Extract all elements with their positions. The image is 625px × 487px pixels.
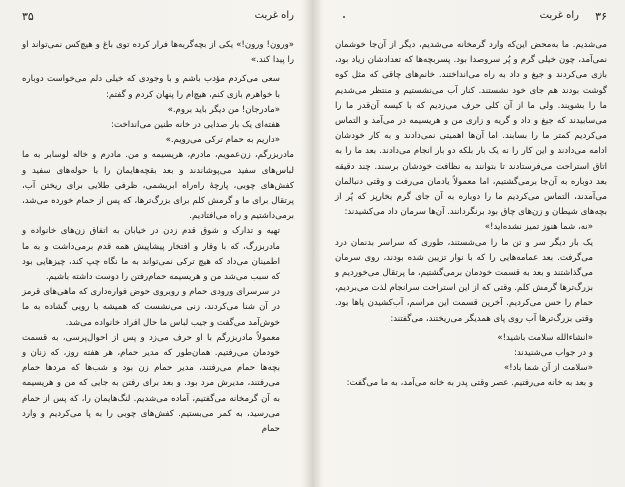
paragraph: می‌شدیم. ما به‌محض این‌که وارد گرمخانه می‌شدیم، دیگر از آن‌جا خوشمان نمی‌آمد، چون خیلی گرم و پُر سروصدا بود. پسربچه‌ها که تعدادشان زیاد بود، بازی می‌کردند و جیغ و داد به راه می‌انداختند. خانم‌های چاقی که مثل کوه گوشت بودند هم جای خود نشستند. کنار آب می‌نشستیم و منتظر می‌شدیم ما را بشویند. ولی ما از آن کلی حرف می‌زدیم که با کیسه آن‌قدر ما را می‌سابیدند که جیغ و داد و گریه و زاری من و هریسیمه در می‌آمد و التماس می‌کردیم کمتر ما را بسابند. اما آن‌ها اهمیتی نمی‌دادند و به کار خودشان ادامه می‌دادند و این کار را نه یک بار بلکه دو بار انجام می‌دادند. بعد ما را به اتاق استراحت می‌فرستادند تا بتوانند به نظافت خودشان برسند. چند دقیقه بعد دوباره به آن‌جا برمی‌گشتیم، اما معمولاً یادمان می‌رفت و وقتی دنبالمان می‌آمدند، التماس می‌کردیم ما را دوباره به آن جای گرم بخارپز که پُر از بچه‌های شیطان و زن‌های چاق بود برنگردانند. آن‌ها سرمان داد می‌کشیدند: — [335, 40, 607, 218]
page-number: ۳۶ — [595, 10, 607, 23]
paragraph: هفته‌ای یک بار صدایی در خانه طنین می‌انداخت: — [111, 120, 280, 131]
paragraph: سعی می‌کردم مؤدب باشم و با وجودی که خیلی دلم می‌خواست دوباره با خواهرم بازی کنم، هیچ‌ام را پنهان کردم و گفتم: — [22, 74, 280, 100]
right-page — [313, 0, 625, 487]
left-page-body — [22, 38, 294, 487]
left-page — [0, 0, 312, 487]
paragraph: یک بار دیگر سر و تن ما را می‌شستند، طوری که سراسر بدنمان درد می‌گرفت. بعد عمامه‌هایی را که با نوار تزیین شده بودند، روی سرمان می‌گذاشتند و بعد به قسمت خودمان برمی‌گشتیم، ما پرتقال می‌خوردیم و بزرگ‌ترها گرمش کلم. وقتی که از این استراحت سرانجام لذت می‌بردیم، حمام را حس می‌کردیم. آخرین قسمت این مراسم، آب‌کشیدن پاها بود. وقتی بزرگ‌ترها آب روی پای همدیگر می‌ریختند، می‌گفتند: — [335, 237, 593, 324]
paragraph: و بعد به خانه می‌رفتیم. عصر وقتی پدر به خانه می‌آمد، به ما می‌گفت: — [346, 378, 593, 389]
running-title: راه غربت — [539, 10, 579, 21]
dialogue-line: «نه، شما هنوز تمیز نشده‌اید!» — [484, 222, 593, 233]
paragraph: معمولاً مادربزرگم با او حرف می‌زد و پس از احوال‌پرسی، به قسمت خودمان می‌رفتیم. همان‌طور که مدیر حمام، هر هفته روز، که زنان و بچه‌ها حمام می‌رفتند، مدیر حمام زن بود و شب‌ها که مردها حمام می‌رفتند، مدیرش مرد بود. و بعد برای رفتن به جایی که من و هریسیمه به آن گرمخانه می‌گفتیم، آماده می‌شدیم. لنگ‌هایمان را، که پس از حمام می‌رسید، به کمر می‌بستیم. کفش‌های چوبی را به پا می‌کردیم و وارد حمام — [22, 332, 280, 435]
dialogue-line: «سلامت از آن شما باد!» — [503, 363, 593, 374]
page-number: ۳۵ — [22, 10, 34, 23]
dialogue-line: «داریم به حمام ترکی می‌رویم.» — [165, 135, 280, 146]
left-page-header — [22, 10, 294, 26]
running-title: راه غربت — [254, 10, 294, 21]
right-page-body — [335, 38, 607, 487]
right-page-header — [335, 10, 607, 26]
paragraph: در سرسرای ورودی حمام و روبروی حوض فواره‌داری که ماهی‌های قرمز در آن شنا می‌کردند، زنی می‌نشست که همیشه با رویی گشاده به ما خوش‌آمد می‌گفت و جیب لباس ما حال افراد خانواده می‌شد. — [22, 287, 280, 328]
page-mark — [343, 16, 345, 18]
paragraph: و در جواب می‌شنیدند: — [513, 348, 593, 359]
paragraph: تهیه و تدارک و شوق قدم زدن در خیابان به اتفاق زن‌های خانواده و مادربزرگ، که با وقار و افتخار پیشاپیش همه قدم برمی‌داشت و به ما اطمینان می‌داد که هیچ ترکی نمی‌تواند به ما نگاه چپ کند، چیزهایی بود که سبب می‌شد من و هریسیمه حمام‌رفتن را دوست داشته باشیم. — [22, 226, 280, 283]
paragraph: «ورون! ورون!» یکی از بچه‌گربه‌ها فرار کرده توی باغ و هیچ‌کس نمی‌تواند او را پیدا کند.» — [22, 40, 294, 66]
dialogue-line: «انشاءالله سلامت باشید!» — [497, 332, 593, 343]
paragraph: مادربزرگم، زن‌عمویم، مادرم، هریسیمه و من. مادرم و خاله لوسابر به ما لباس‌های سفید می‌پوشاندند و بعد بقچه‌هایمان را با حوله‌های سفید و کفش‌های چوبی، پارچهٔ راه‌راه ابریشمی، ظرفی طلایی برای ریختن آب، پرتقال برای ما و گرمش کلم برای بزرگ‌ترها، که پس از حمام خورده می‌شد، برمی‌داشتیم و راه می‌افتادیم. — [22, 150, 294, 222]
dialogue-line: «مادرجان! من دیگر باید بروم.» — [167, 104, 280, 115]
